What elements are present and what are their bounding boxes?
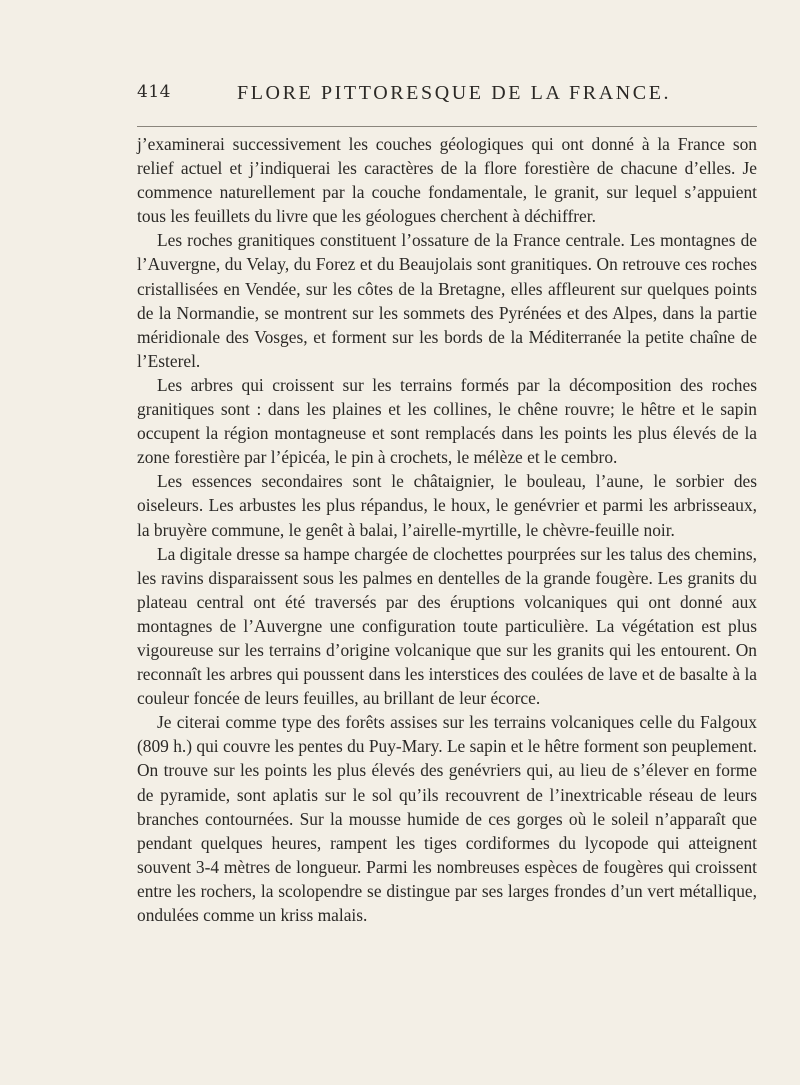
paragraph: j’examinerai successivement les couches géologiques qui ont donné à la France son relief actuel et j’indiquerai les caractères de la flore forestière de chacune d’elles. Je commence naturellement par la couche fondamentale, le granit, sur lequel s’appuient tous les feuillets du livre que les géologues cherchent à déchiffrer.: [137, 134, 757, 227]
body-text: [137, 132, 757, 927]
running-title: FLORE PITTORESQUE DE LA FRANCE.: [237, 82, 672, 104]
paragraph: La digitale dresse sa hampe chargée de clochettes pourprées sur les talus des chemins, les ravins disparaissent sous les palmes en dentelles de la grande fougère. Les granits du plateau central ont été traversés par des éruptions volcaniques qui ont donné aux montagnes de l’Auvergne une configuration toute particulière. La végétation est plus vigoureuse sur les terrains d’origine volcanique que sur les granits qui les entourent. On reconnaît les arbres qui poussent dans les interstices des coulées de lave et de basalte à la couleur foncée de leurs feuilles, au brillant de leur écorce.: [137, 543, 757, 709]
paragraph: Je citerai comme type des forêts assises sur les terrains volcaniques celle du Falgoux (809 h.) qui couvre les pentes du Puy-Mary. Le sapin et le hêtre forment son peuplement. On trouve sur les points les plus élevés des genévriers qui, au lieu de s’élever en forme de pyramide, sont aplatis sur le sol qu’ils recouvrent de l’inextricable réseau de leurs branches contournées. Sur la mousse humide de ces gorges où le soleil n’apparaît que pendant quelques heures, rampent les tiges cordiformes du lycopode qui atteignent souvent 3-4 mètres de longueur. Parmi les nombreuses espèces de fougères qui croissent entre les rochers, la scolopendre se distingue par ses larges frondes d’un vert métallique, ondulées comme un kriss malais.: [137, 712, 757, 925]
paragraph: Les arbres qui croissent sur les terrains formés par la décomposition des roches granitiques sont : dans les plaines et les collines, le chêne rouvre; le hêtre et le sapin occupent la région montagneuse et sont remplacés dans les points les plus élevés de la zone forestière par l’épicéa, le pin à crochets, le mélèze et le cembro.: [137, 374, 757, 468]
page-header: [137, 82, 757, 112]
header-rule: [137, 126, 757, 127]
paragraph: Les roches granitiques constituent l’ossature de la France centrale. Les montagnes de l’Auvergne, du Velay, du Forez et du Beaujolais sont granitiques. On retrouve ces roches cristallisées en Vendée, sur les côtes de la Bretagne, elles affleurent sur quelques points de la Normandie, se montrent sur les sommets des Pyrénées et des Alpes, dans la partie méridionale des Vosges, et forment sur les bords de la Méditerranée la petite chaîne de l’Esterel.: [137, 230, 757, 371]
page-number: 414: [137, 82, 171, 102]
paragraph: Les essences secondaires sont le châtaignier, le bouleau, l’aune, le sorbier des oiseleurs. Les arbustes les plus répandus, le houx, le genévrier et parmi les arbrisseaux, la bruyère commune, le genêt à balai, l’airelle-myrtille, le chèvre-feuille noir.: [137, 471, 757, 540]
